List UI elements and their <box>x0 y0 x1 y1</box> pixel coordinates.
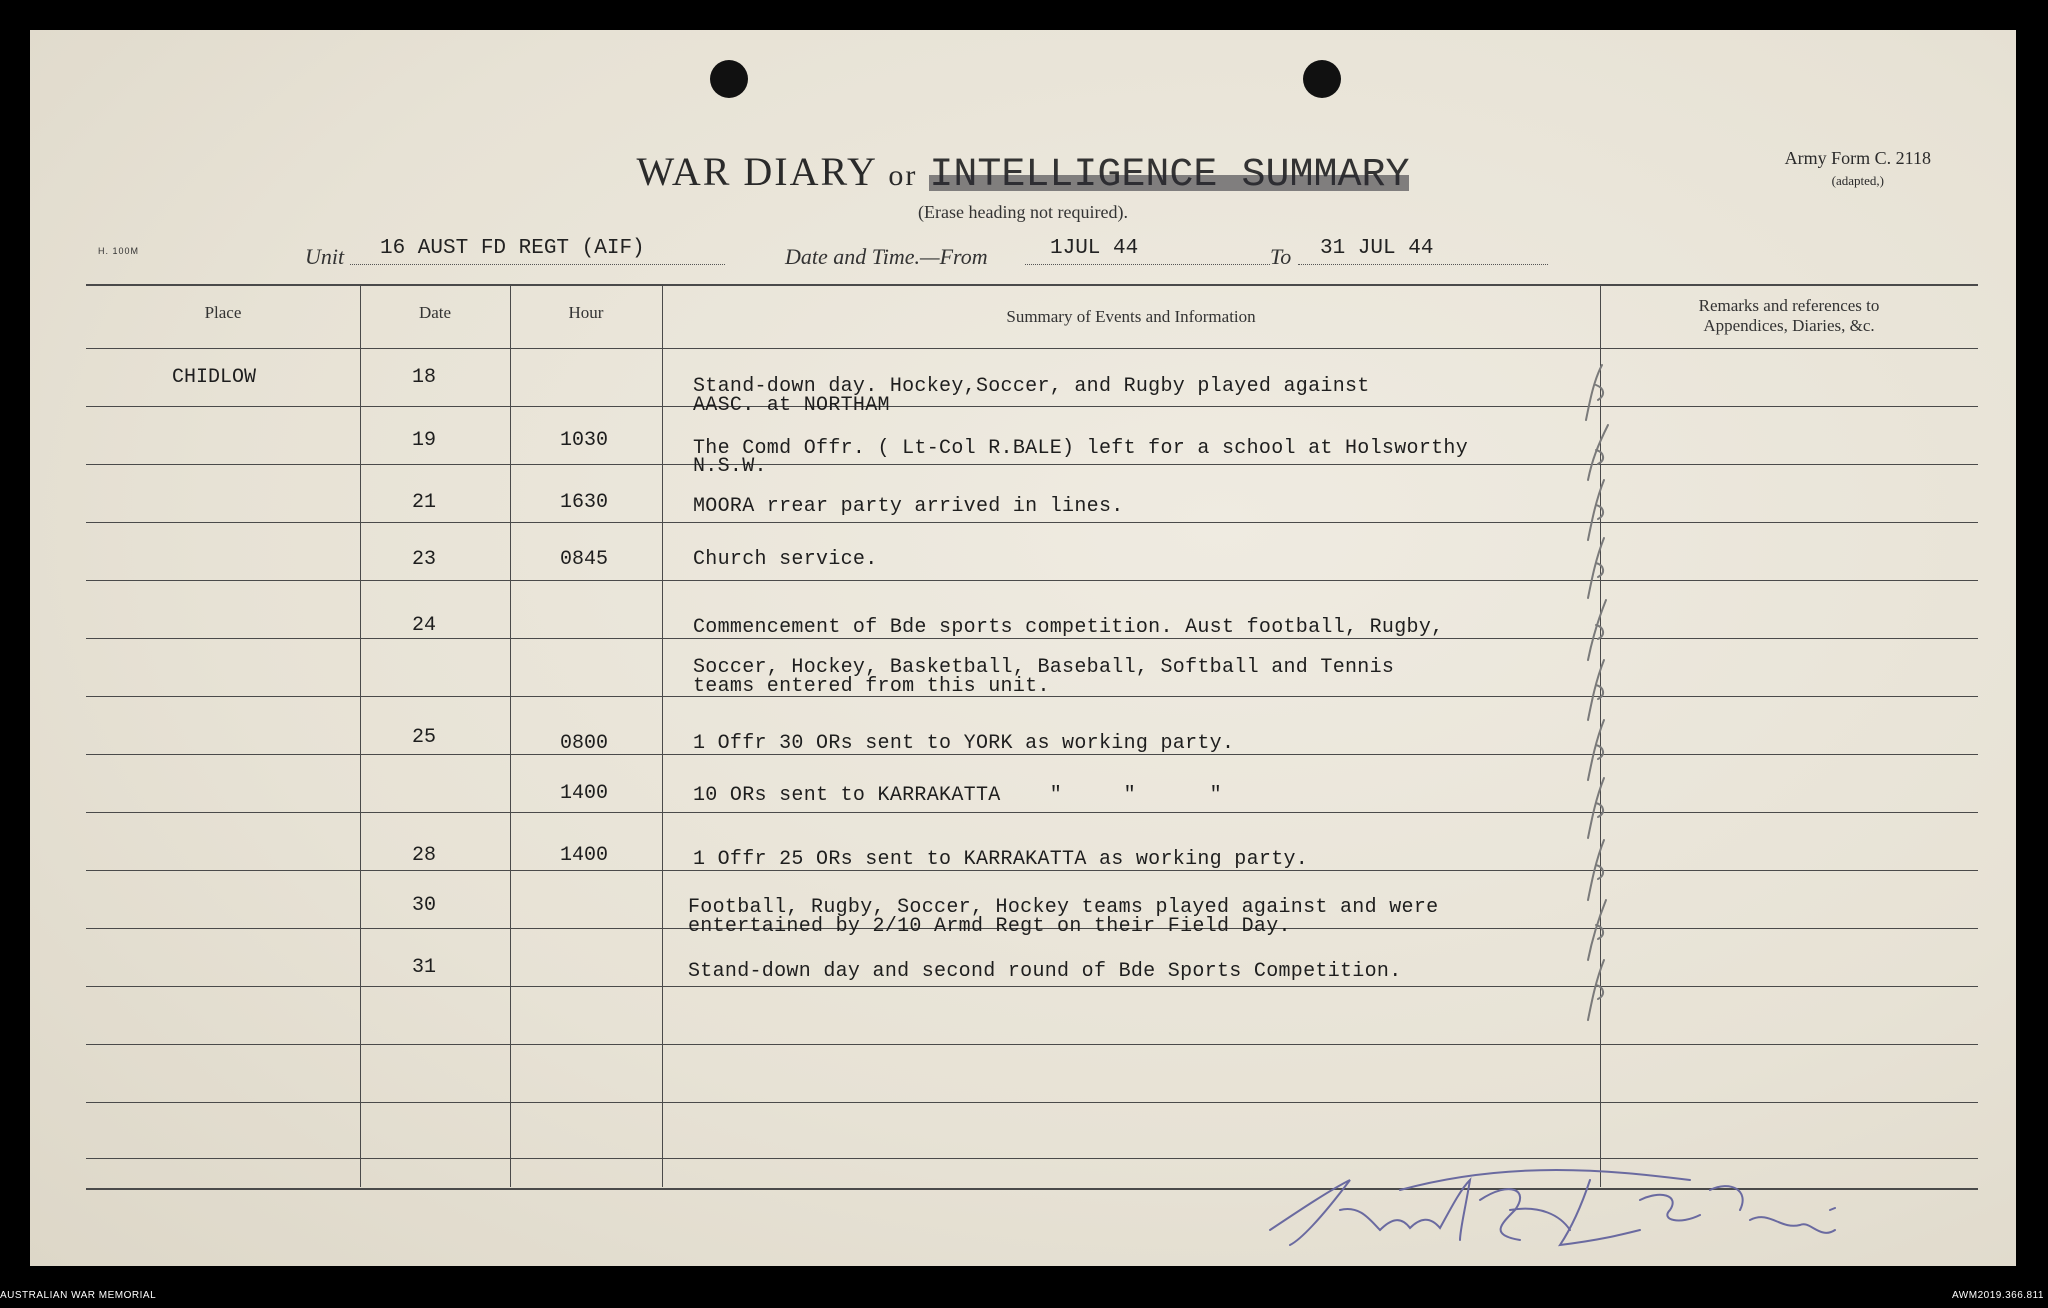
row-rule <box>86 986 1978 987</box>
signature-stroke <box>1560 1180 1700 1245</box>
col-remarks <box>1600 296 1978 336</box>
row-10-summary: Stand-down day and second round of Bde Sports Competition. <box>688 960 1402 983</box>
row-3-summary: Church service. <box>693 548 878 571</box>
row-10-date: 31 <box>412 956 437 979</box>
row-4-date: 24 <box>412 614 437 637</box>
row-0-summary-line1: Stand-down day. Hockey,Soccer, and Rugby played against <box>693 375 1370 398</box>
row-6-hour: 0800 <box>560 732 609 755</box>
adapted-note: (adapted,) <box>1831 173 1884 188</box>
row-7-summary: 10 ORs sent to KARRAKATTA " " " <box>693 784 1222 807</box>
footer-source: AUSTRALIAN WAR MEMORIAL <box>0 1290 157 1301</box>
tick-mark <box>1588 425 1608 480</box>
diary-sheet <box>30 30 2016 1266</box>
to-value: 31 JUL 44 <box>1320 237 1434 260</box>
col-summary: Summary of Events and Information <box>1006 307 1256 326</box>
table-top-rule <box>86 284 1978 286</box>
row-9-summary-line1: Football, Rugby, Soccer, Hockey teams played against and were <box>688 896 1439 919</box>
tick-mark <box>1586 365 1603 420</box>
unit-dotline <box>350 264 725 265</box>
place-date-divider <box>360 284 361 1187</box>
row-rule <box>86 406 1978 407</box>
row-rule <box>86 812 1978 813</box>
from-value: 1JUL 44 <box>1050 237 1139 260</box>
unit-label: Unit <box>305 244 345 269</box>
row-0-date: 18 <box>412 366 437 389</box>
date-time-label: Date and Time.—From <box>785 244 988 269</box>
row-5-summary-line2: teams entered from this unit. <box>693 675 1050 698</box>
row-rule <box>86 1102 1978 1103</box>
signature <box>1260 1150 1880 1266</box>
unit-value: 16 AUST FD REGT (AIF) <box>380 237 645 260</box>
erase-note: (Erase heading not required). <box>918 202 1128 222</box>
tick-mark <box>1588 960 1604 1020</box>
row-6-summary: 1 Offr 30 ORs sent to YORK as working party. <box>693 732 1235 755</box>
row-6-date: 25 <box>412 726 437 749</box>
col-hour: Hour <box>568 303 604 322</box>
form-heading <box>30 148 2016 198</box>
row-2-hour: 1630 <box>560 491 609 514</box>
tick-mark <box>1588 778 1604 838</box>
col-remarks-line1: Remarks and references to <box>1698 296 1880 315</box>
struck-title: INTELLIGENCE SUMMARY <box>929 153 1410 198</box>
or-word: or <box>888 159 918 192</box>
row-8-hour: 1400 <box>560 844 609 867</box>
row-5-summary-line1: Soccer, Hockey, Basketball, Baseball, Softball and Tennis <box>693 656 1395 679</box>
army-form-label: Army Form C. 2118 <box>1784 148 1931 168</box>
signature-stroke <box>1480 1189 1570 1240</box>
tick-mark <box>1588 600 1606 660</box>
row-rule <box>86 522 1978 523</box>
signature-stroke <box>1710 1186 1835 1233</box>
to-dotline <box>1298 264 1548 265</box>
form-code: H. 100M <box>98 246 140 256</box>
row-7-hour: 1400 <box>560 782 609 805</box>
tick-mark <box>1588 660 1604 720</box>
row-1-summary-line2: N.S.W. <box>693 455 767 478</box>
row-rule <box>86 580 1978 581</box>
signature-strokes <box>1270 1170 1835 1245</box>
tick-mark <box>1588 720 1604 780</box>
row-0-summary-line2: AASC. at NORTHAM <box>693 394 890 417</box>
remarks-tick-marks <box>1574 360 1634 1060</box>
footer-accession: AWM2019.366.811 <box>1952 1290 2044 1301</box>
left-edge <box>86 284 87 286</box>
date-hour-divider <box>510 284 511 1187</box>
row-4-summary: Commencement of Bde sports competition. Aust football, Rugby, <box>693 616 1444 639</box>
row-rule <box>86 1044 1978 1045</box>
header-rule <box>86 348 1978 349</box>
punch-hole-left <box>710 60 748 98</box>
to-label: To <box>1270 244 1292 269</box>
row-1-hour: 1030 <box>560 429 609 452</box>
tick-mark <box>1588 900 1606 960</box>
row-3-hour: 0845 <box>560 548 609 571</box>
row-rule <box>86 464 1978 465</box>
row-0-place: CHIDLOW <box>172 366 257 389</box>
row-9-summary-line2: entertained by 2/10 Armd Regt on their Field Day. <box>688 915 1291 938</box>
row-1-summary-line1: The Comd Offr. ( Lt-Col R.BALE) left for a school at Holsworthy <box>693 437 1469 460</box>
signature-stroke <box>1270 1180 1470 1245</box>
army-form-number <box>1785 148 1931 189</box>
tick-mark <box>1588 538 1604 598</box>
tick-mark <box>1588 480 1604 540</box>
col-date: Date <box>418 303 452 322</box>
hour-summary-divider <box>662 284 663 1187</box>
punch-hole-right <box>1303 60 1341 98</box>
signature-stroke <box>1400 1170 1690 1190</box>
form-title: WAR DIARY <box>636 149 877 194</box>
row-8-summary: 1 Offr 25 ORs sent to KARRAKATTA as working party. <box>693 848 1309 871</box>
row-2-date: 21 <box>412 491 437 514</box>
tick-mark-group <box>1586 365 1608 1020</box>
col-remarks-line2: Appendices, Diaries, &c. <box>1703 316 1875 335</box>
tick-mark <box>1588 840 1604 900</box>
row-2-summary: MOORA rrear party arrived in lines. <box>693 495 1124 518</box>
row-8-date: 28 <box>412 844 437 867</box>
col-place: Place <box>204 303 242 322</box>
row-9-date: 30 <box>412 894 437 917</box>
from-dotline <box>1025 264 1270 265</box>
row-3-date: 23 <box>412 548 437 571</box>
row-1-date: 19 <box>412 429 437 452</box>
